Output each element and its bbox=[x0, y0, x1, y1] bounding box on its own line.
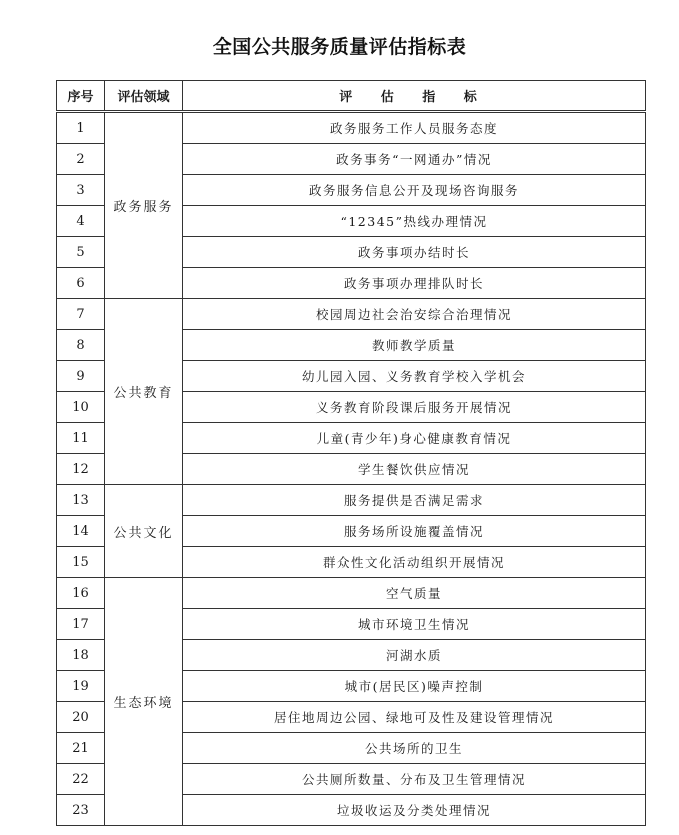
table-header-row bbox=[57, 81, 646, 112]
row-number: 15 bbox=[57, 547, 105, 578]
indicator-table bbox=[56, 80, 646, 826]
domain-cell: 生态环境 bbox=[105, 578, 183, 826]
row-number: 6 bbox=[57, 268, 105, 299]
indicator-cell: 教师教学质量 bbox=[183, 330, 646, 361]
row-number: 4 bbox=[57, 206, 105, 237]
indicator-cell: 政务服务信息公开及现场咨询服务 bbox=[183, 175, 646, 206]
indicator-cell: 服务提供是否满足需求 bbox=[183, 485, 646, 516]
domain-cell: 政务服务 bbox=[105, 112, 183, 299]
row-number: 8 bbox=[57, 330, 105, 361]
row-number: 17 bbox=[57, 609, 105, 640]
row-number: 1 bbox=[57, 112, 105, 144]
row-number: 19 bbox=[57, 671, 105, 702]
indicator-cell: 河湖水质 bbox=[183, 640, 646, 671]
table-row bbox=[57, 112, 646, 144]
header-domain: 评估领域 bbox=[105, 81, 183, 112]
row-number: 3 bbox=[57, 175, 105, 206]
indicator-cell: 儿童(青少年)身心健康教育情况 bbox=[183, 423, 646, 454]
header-indicator: 评 估 指 标 bbox=[183, 81, 646, 112]
indicator-cell: 政务事项办结时长 bbox=[183, 237, 646, 268]
table-row bbox=[57, 578, 646, 609]
table-row bbox=[57, 485, 646, 516]
indicator-cell: 公共场所的卫生 bbox=[183, 733, 646, 764]
indicator-cell: 居住地周边公园、绿地可及性及建设管理情况 bbox=[183, 702, 646, 733]
row-number: 7 bbox=[57, 299, 105, 330]
row-number: 11 bbox=[57, 423, 105, 454]
row-number: 14 bbox=[57, 516, 105, 547]
indicator-cell: “12345”热线办理情况 bbox=[183, 206, 646, 237]
page-title: 全国公共服务质量评估指标表 bbox=[212, 36, 467, 58]
row-number: 20 bbox=[57, 702, 105, 733]
indicator-cell: 城市(居民区)噪声控制 bbox=[183, 671, 646, 702]
indicator-cell: 政务服务工作人员服务态度 bbox=[183, 112, 646, 144]
row-number: 18 bbox=[57, 640, 105, 671]
row-number: 22 bbox=[57, 764, 105, 795]
domain-cell: 公共教育 bbox=[105, 299, 183, 485]
row-number: 2 bbox=[57, 144, 105, 175]
row-number: 12 bbox=[57, 454, 105, 485]
indicator-cell: 公共厕所数量、分布及卫生管理情况 bbox=[183, 764, 646, 795]
indicator-cell: 垃圾收运及分类处理情况 bbox=[183, 795, 646, 826]
indicator-cell: 校园周边社会治安综合治理情况 bbox=[183, 299, 646, 330]
row-number: 9 bbox=[57, 361, 105, 392]
table-body bbox=[57, 112, 646, 826]
indicator-cell: 服务场所设施覆盖情况 bbox=[183, 516, 646, 547]
row-number: 16 bbox=[57, 578, 105, 609]
header-seq: 序号 bbox=[57, 81, 105, 112]
row-number: 5 bbox=[57, 237, 105, 268]
indicator-cell: 政务事务“一网通办”情况 bbox=[183, 144, 646, 175]
indicator-cell: 学生餐饮供应情况 bbox=[183, 454, 646, 485]
row-number: 23 bbox=[57, 795, 105, 826]
table-row bbox=[57, 299, 646, 330]
indicator-cell: 群众性文化活动组织开展情况 bbox=[183, 547, 646, 578]
indicator-cell: 政务事项办理排队时长 bbox=[183, 268, 646, 299]
domain-cell: 公共文化 bbox=[105, 485, 183, 578]
row-number: 13 bbox=[57, 485, 105, 516]
row-number: 21 bbox=[57, 733, 105, 764]
indicator-cell: 幼儿园入园、义务教育学校入学机会 bbox=[183, 361, 646, 392]
indicator-cell: 义务教育阶段课后服务开展情况 bbox=[183, 392, 646, 423]
row-number: 10 bbox=[57, 392, 105, 423]
indicator-cell: 空气质量 bbox=[183, 578, 646, 609]
indicator-cell: 城市环境卫生情况 bbox=[183, 609, 646, 640]
